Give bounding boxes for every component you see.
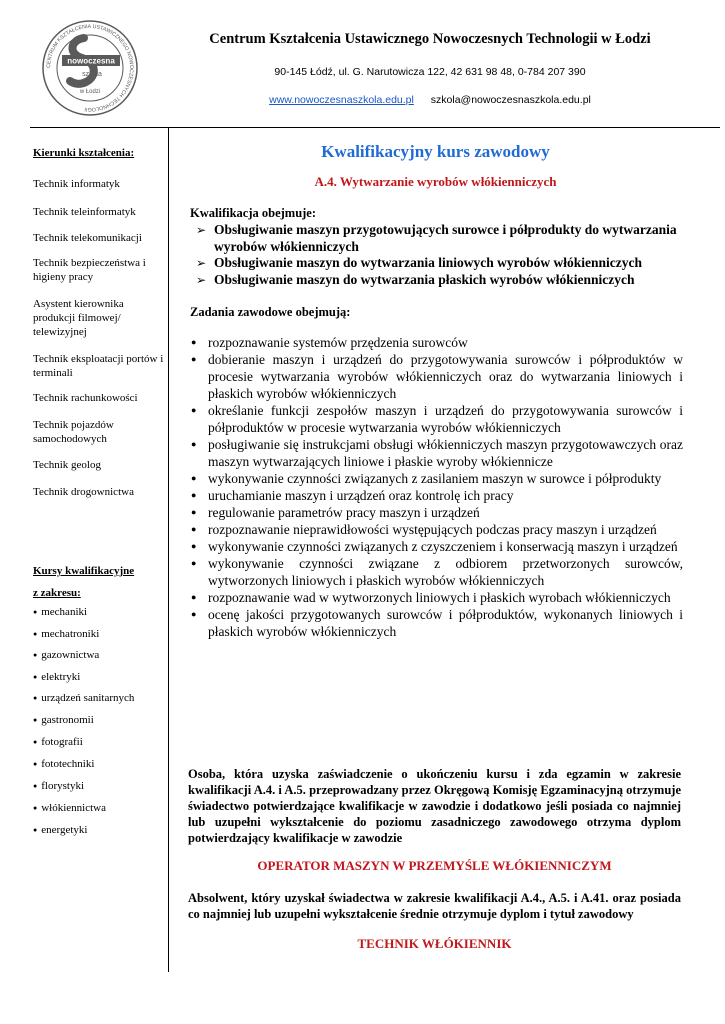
school-logo: [40, 18, 140, 118]
qualification-item: ➢ Obsługiwanie maszyn do wytwarzania liniowych wyrobów włókienniczych: [190, 255, 685, 272]
direction-item: Technik telekomunikacji: [33, 232, 142, 244]
direction-item: Technik drogownictwa: [33, 486, 134, 498]
course-item: ● fototechniki: [33, 757, 165, 772]
tasks-heading: Zadania zawodowe obejmują:: [190, 305, 351, 319]
courses-title: Kursy kwalifikacyjne: [33, 565, 135, 577]
tasks-list: [190, 334, 683, 640]
logo-word-nowoczesna: nowoczesna: [67, 56, 115, 66]
logo-word-szkola: szkoła: [82, 71, 102, 78]
logo-emblem-icon: [40, 18, 140, 118]
direction-item: Technik teleinformatyk: [33, 206, 136, 218]
course-item: ● mechatroniki: [33, 627, 165, 642]
course-title: Kwalifikacyjny kurs zawodowy: [321, 142, 550, 161]
course-item: ● fotografii: [33, 735, 165, 750]
course-item: ● elektryki: [33, 670, 165, 685]
qualification-item: ➢ Obsługiwanie maszyn do wytwarzania płaskich wyrobów włókienniczych: [190, 272, 685, 289]
course-item: ● mechaniki: [33, 605, 165, 620]
task-item: ● wykonywanie czynności związane z odbiorem przetworzonych surowców, wytworzonych liniowych i płaskich wyrobów włókienniczych: [190, 555, 683, 589]
qualification-heading: Kwalifikacja obejmuje:: [190, 206, 317, 220]
direction-item: Technik geolog: [33, 459, 101, 471]
task-item: ● określanie funkcji zespołów maszyn i urządzeń do przygotowywania surowców i półproduktów w procesie wytwarzania wyrobów włókienniczych: [190, 402, 683, 436]
header-divider: [30, 127, 720, 128]
direction-item: Asystent kierownika produkcji filmowej/ telewizyjnej: [33, 298, 124, 338]
course-item: ● gastronomii: [33, 713, 165, 728]
task-item: ● uruchamianie maszyn i urządzeń oraz kontrolę ich pracy: [190, 487, 683, 504]
task-item: ● posługiwanie się instrukcjami obsługi włókienniczych maszyn przygotowawczych oraz maszyn wytwarzających liniowe i płaskie wyroby włókiennicze: [190, 436, 683, 470]
direction-item: Technik informatyk: [33, 178, 120, 190]
course-item: ● gazownictwa: [33, 648, 165, 663]
task-item: ● ocenę jakości przygotowanych surowców i półproduktów, wykonanych liniowych i płaskich wyrobów włókienniczych: [190, 606, 683, 640]
task-item: ● rozpoznawanie nieprawidłowości występujących podczas pracy maszyn i urządzeń: [190, 521, 683, 538]
task-item: ● rozpoznawanie wad w wytworzonych liniowych i płaskich wyrobach włókienniczych: [190, 589, 683, 606]
email-address[interactable]: szkola@nowoczesnaszkola.edu.pl: [430, 94, 591, 106]
school-address: 90-145 Łódź, ul. G. Narutowicza 122, 42 631 98 48, 0-784 207 390: [274, 66, 586, 78]
direction-item: Technik eksploatacji portów i terminali: [33, 353, 164, 379]
direction-item: Technik pojazdów samochodowych: [33, 419, 114, 445]
course-qualification-code: A.4. Wytwarzanie wyrobów włókienniczych: [314, 174, 557, 189]
contact-line: [150, 94, 710, 106]
course-item: ● florystyki: [33, 779, 165, 794]
direction-item: Technik bezpieczeństwa i higieny pracy: [33, 257, 146, 283]
task-item: ● dobieranie maszyn i urządzeń do przygotowywania surowców i półproduktów w procesie wytwarzania wyrobów włókienniczych oraz do wytwarzania liniowych i płaskich wyrobów włókienniczych: [190, 351, 683, 402]
certificate-note: Osoba, która uzyska zaświadczenie o ukończeniu kursu i zda egzamin w zakresie kwalifikacji A.4. i A.5. przeprowadzany przez Okręgową Komisję Egzaminacyjną otrzymuje świadectwo potwierdzające kwalifikacje w zawodzie i dodatkowo jeśli posiada co najmniej lub uzupełni wykształcenie do poziomu zasadniczego zawodowego otrzyma dyplom potwierdzający kwalifikacje w zawodzie: [188, 767, 681, 845]
course-item: ● urządzeń sanitarnych: [33, 691, 165, 706]
website-link[interactable]: www.nowoczesnaszkola.edu.pl: [269, 94, 414, 106]
occupation-operator: OPERATOR MASZYN W PRZEMYŚLE WŁÓKIENNICZYM: [257, 858, 612, 873]
directions-title: Kierunki kształcenia:: [33, 147, 135, 159]
logo-city: w Łodzi: [79, 89, 101, 95]
direction-item: Technik rachunkowości: [33, 392, 138, 404]
course-item: ● włókiennictwa: [33, 801, 165, 816]
school-name: Centrum Kształcenia Ustawicznego Nowoczesnych Technologii w Łodzi: [209, 31, 651, 47]
task-item: ● wykonywanie czynności związanych z zasilaniem maszyn w surowce i półprodukty: [190, 470, 683, 487]
qualification-item: ➢ Obsługiwanie maszyn przygotowujących surowce i półprodukty do wytwarzania wyrobów włókienniczych: [190, 222, 685, 255]
graduate-note: Absolwent, który uzyskał świadectwa w zakresie kwalifikacji A.4., A.5. i A.41. oraz posiada co najmniej lub uzupełni wykształcenie średnie otrzymuje dyplom i tytuł zawodowy: [188, 891, 681, 921]
task-item: ● regulowanie parametrów pracy maszyn i urządzeń: [190, 504, 683, 521]
sidebar-divider: [168, 127, 169, 972]
courses-title-2: z zakresu:: [33, 587, 81, 599]
task-item: ● wykonywanie czynności związanych z czyszczeniem i konserwacją maszyn i urządzeń: [190, 538, 683, 555]
occupation-technician: TECHNIK WŁÓKIENNIK: [357, 936, 512, 951]
logo-ring-text: CENTRUM KSZTAŁCENIA USTAWICZNEGO NOWOCZESNYCH TECHNOLOGII: [45, 23, 135, 113]
qualification-list: [190, 222, 685, 288]
course-item: ● energetyki: [33, 823, 165, 838]
task-item: ● rozpoznawanie systemów przędzenia surowców: [190, 334, 683, 351]
